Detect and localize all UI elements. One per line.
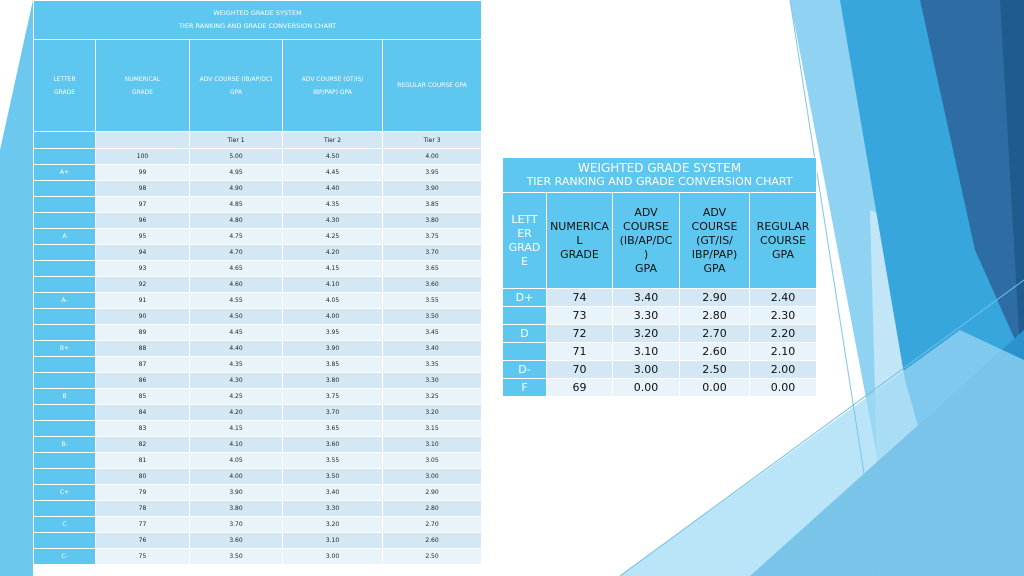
adv-gt-gpa-cell: 3.90 <box>283 341 383 357</box>
numerical-grade-cell: 100 <box>96 149 190 165</box>
letter-grade-cell <box>34 357 96 373</box>
adv-ib-gpa-cell: 3.50 <box>190 549 283 565</box>
letter-grade-cell <box>34 213 96 229</box>
regular-gpa-cell: 4.00 <box>383 149 482 165</box>
numerical-grade-cell: 93 <box>96 261 190 277</box>
numerical-grade-cell: 79 <box>96 485 190 501</box>
adv-gt-gpa-cell: 4.25 <box>283 229 383 245</box>
regular-gpa-cell: 2.60 <box>383 533 482 549</box>
numerical-grade-cell: 88 <box>96 341 190 357</box>
adv-gt-gpa-cell: 3.85 <box>283 357 383 373</box>
table-row <box>503 289 817 307</box>
adv-ib-gpa-cell: 4.00 <box>190 469 283 485</box>
table-row <box>34 485 482 501</box>
table-row <box>34 213 482 229</box>
numerical-grade-cell: 81 <box>96 453 190 469</box>
adv-gt-gpa-cell: 3.50 <box>283 469 383 485</box>
adv-gt-gpa-cell: 4.05 <box>283 293 383 309</box>
numerical-grade-cell: 94 <box>96 245 190 261</box>
letter-grade-cell <box>34 405 96 421</box>
table-row <box>34 549 482 565</box>
letter-grade-cell <box>34 469 96 485</box>
letter-grade-cell <box>34 149 96 165</box>
letter-grade-cell: C+ <box>34 485 96 501</box>
adv-gt-gpa-cell: 4.40 <box>283 181 383 197</box>
facet-left-sliver <box>0 0 33 576</box>
regular-gpa-cell: 2.10 <box>750 343 817 361</box>
regular-gpa-cell: 2.70 <box>383 517 482 533</box>
adv-gt-gpa-cell: 4.20 <box>283 245 383 261</box>
adv-gt-gpa-cell: 3.40 <box>283 485 383 501</box>
adv-gt-gpa-cell: 4.30 <box>283 213 383 229</box>
table-row <box>34 453 482 469</box>
numerical-grade-cell: 84 <box>96 405 190 421</box>
numerical-grade-cell: 86 <box>96 373 190 389</box>
regular-gpa-cell: 3.20 <box>383 405 482 421</box>
adv-ib-gpa-cell: 4.65 <box>190 261 283 277</box>
table-row <box>34 469 482 485</box>
tier-row <box>34 132 482 149</box>
numerical-grade-cell: 78 <box>96 501 190 517</box>
header-adv-gt-is: ADV COURSE (GT/IS/ IBP/PAP) GPA <box>680 193 750 289</box>
regular-gpa-cell: 3.25 <box>383 389 482 405</box>
regular-gpa-cell: 3.55 <box>383 293 482 309</box>
adv-ib-gpa-cell: 4.10 <box>190 437 283 453</box>
adv-ib-gpa-cell: 0.00 <box>613 379 680 397</box>
table-title <box>503 158 817 193</box>
regular-gpa-cell: 3.80 <box>383 213 482 229</box>
adv-gt-gpa-cell: 2.80 <box>680 307 750 325</box>
numerical-grade-cell: 91 <box>96 293 190 309</box>
table-row <box>34 517 482 533</box>
table-row <box>34 389 482 405</box>
adv-ib-gpa-cell: 4.25 <box>190 389 283 405</box>
adv-gt-gpa-cell: 3.70 <box>283 405 383 421</box>
table-row <box>34 165 482 181</box>
adv-ib-gpa-cell: 4.45 <box>190 325 283 341</box>
adv-ib-gpa-cell: 4.55 <box>190 293 283 309</box>
letter-grade-cell: B+ <box>34 341 96 357</box>
adv-ib-gpa-cell: 4.90 <box>190 181 283 197</box>
numerical-grade-cell: 76 <box>96 533 190 549</box>
table-row <box>34 341 482 357</box>
regular-gpa-cell: 2.00 <box>750 361 817 379</box>
numerical-grade-cell: 83 <box>96 421 190 437</box>
letter-grade-cell: A+ <box>34 165 96 181</box>
letter-grade-cell: C <box>34 517 96 533</box>
table-row <box>34 245 482 261</box>
header-numerical-grade: NUMERICAL GRADE <box>96 40 190 132</box>
adv-gt-gpa-cell: 2.60 <box>680 343 750 361</box>
letter-grade-cell <box>34 421 96 437</box>
numerical-grade-cell: 90 <box>96 309 190 325</box>
letter-grade-cell: D- <box>503 361 547 379</box>
adv-gt-gpa-cell: 2.50 <box>680 361 750 379</box>
title-text: WEIGHTED GRADE SYSTEM <box>213 9 302 17</box>
adv-gt-gpa-cell: 4.35 <box>283 197 383 213</box>
regular-gpa-cell: 3.65 <box>383 261 482 277</box>
numerical-grade-cell: 95 <box>96 229 190 245</box>
table-row <box>503 361 817 379</box>
adv-gt-gpa-cell: 4.50 <box>283 149 383 165</box>
letter-grade-cell: A- <box>34 293 96 309</box>
adv-ib-gpa-cell: 4.60 <box>190 277 283 293</box>
adv-ib-gpa-cell: 3.70 <box>190 517 283 533</box>
regular-gpa-cell: 2.40 <box>750 289 817 307</box>
adv-ib-gpa-cell: 3.20 <box>613 325 680 343</box>
table-title <box>34 1 482 40</box>
table-row <box>34 501 482 517</box>
letter-grade-cell: A <box>34 229 96 245</box>
adv-ib-gpa-cell: 3.00 <box>613 361 680 379</box>
title-text: WEIGHTED GRADE SYSTEM <box>577 161 742 175</box>
adv-gt-gpa-cell: 3.10 <box>283 533 383 549</box>
table-row <box>34 277 482 293</box>
table-row <box>34 149 482 165</box>
regular-gpa-cell: 3.95 <box>383 165 482 181</box>
numerical-grade-cell: 75 <box>96 549 190 565</box>
letter-grade-cell <box>503 343 547 361</box>
adv-ib-gpa-cell: 4.95 <box>190 165 283 181</box>
adv-gt-gpa-cell: 4.45 <box>283 165 383 181</box>
letter-grade-cell: C- <box>34 549 96 565</box>
table-row <box>34 373 482 389</box>
adv-ib-gpa-cell: 4.50 <box>190 309 283 325</box>
table-row <box>34 437 482 453</box>
table-row <box>34 421 482 437</box>
tier-3-label: Tier 3 <box>383 132 482 149</box>
adv-ib-gpa-cell: 4.30 <box>190 373 283 389</box>
table-row <box>34 325 482 341</box>
adv-gt-gpa-cell: 3.60 <box>283 437 383 453</box>
numerical-grade-cell: 71 <box>547 343 613 361</box>
regular-gpa-cell: 2.50 <box>383 549 482 565</box>
adv-ib-gpa-cell: 4.75 <box>190 229 283 245</box>
table-row <box>34 181 482 197</box>
grade-conversion-table-low-grades <box>502 157 817 397</box>
letter-grade-cell <box>34 309 96 325</box>
header-adv-gt-is: ADV COURSE (GT/IS/ IBP/PAP) GPA <box>283 40 383 132</box>
letter-grade-cell <box>34 325 96 341</box>
table-row <box>34 293 482 309</box>
adv-ib-gpa-cell: 4.85 <box>190 197 283 213</box>
adv-gt-gpa-cell: 4.10 <box>283 277 383 293</box>
adv-ib-gpa-cell: 3.80 <box>190 501 283 517</box>
table-row <box>34 405 482 421</box>
header-regular-course: REGULAR COURSE GPA <box>383 40 482 132</box>
adv-gt-gpa-cell: 3.20 <box>283 517 383 533</box>
adv-gt-gpa-cell: 4.00 <box>283 309 383 325</box>
letter-grade-cell <box>34 261 96 277</box>
regular-gpa-cell: 3.15 <box>383 421 482 437</box>
numerical-grade-cell: 72 <box>547 325 613 343</box>
tier-1-label: Tier 1 <box>190 132 283 149</box>
letter-grade-cell: B- <box>34 437 96 453</box>
numerical-grade-cell: 70 <box>547 361 613 379</box>
numerical-grade-cell: 73 <box>547 307 613 325</box>
regular-gpa-cell: 3.10 <box>383 437 482 453</box>
adv-ib-gpa-cell: 3.60 <box>190 533 283 549</box>
table-row <box>34 533 482 549</box>
regular-gpa-cell: 3.30 <box>383 373 482 389</box>
numerical-grade-cell: 85 <box>96 389 190 405</box>
numerical-grade-cell: 80 <box>96 469 190 485</box>
letter-grade-cell: D <box>503 325 547 343</box>
header-adv-ib-ap-dc: ADV COURSE (IB/AP/DC ) GPA <box>613 193 680 289</box>
adv-ib-gpa-cell: 3.40 <box>613 289 680 307</box>
numerical-grade-cell: 77 <box>96 517 190 533</box>
letter-grade-cell <box>34 453 96 469</box>
table-row <box>34 229 482 245</box>
tier-2-label: Tier 2 <box>283 132 383 149</box>
letter-grade-cell <box>34 181 96 197</box>
regular-gpa-cell: 3.90 <box>383 181 482 197</box>
letter-grade-cell <box>34 245 96 261</box>
adv-ib-gpa-cell: 4.80 <box>190 213 283 229</box>
letter-grade-cell <box>34 197 96 213</box>
header-letter-grade: LETTER GRADE <box>34 40 96 132</box>
numerical-grade-cell: 98 <box>96 181 190 197</box>
subtitle-text: TIER RANKING AND GRADE CONVERSION CHART <box>178 22 337 30</box>
regular-gpa-cell: 2.30 <box>750 307 817 325</box>
regular-gpa-cell: 3.45 <box>383 325 482 341</box>
regular-gpa-cell: 2.90 <box>383 485 482 501</box>
table-row <box>34 309 482 325</box>
regular-gpa-cell: 3.75 <box>383 229 482 245</box>
table-row <box>503 307 817 325</box>
subtitle-text: TIER RANKING AND GRADE CONVERSION CHART <box>526 175 793 188</box>
adv-ib-gpa-cell: 4.35 <box>190 357 283 373</box>
regular-gpa-cell: 3.50 <box>383 309 482 325</box>
grade-conversion-table-main <box>33 0 482 565</box>
table-row <box>34 261 482 277</box>
header-regular-course: REGULAR COURSE GPA <box>750 193 817 289</box>
letter-grade-cell <box>34 373 96 389</box>
adv-gt-gpa-cell: 3.65 <box>283 421 383 437</box>
letter-grade-cell: F <box>503 379 547 397</box>
table-row <box>503 343 817 361</box>
regular-gpa-cell: 0.00 <box>750 379 817 397</box>
table-row <box>34 197 482 213</box>
adv-ib-gpa-cell: 5.00 <box>190 149 283 165</box>
adv-ib-gpa-cell: 3.10 <box>613 343 680 361</box>
numerical-grade-cell: 99 <box>96 165 190 181</box>
adv-ib-gpa-cell: 4.40 <box>190 341 283 357</box>
adv-ib-gpa-cell: 4.70 <box>190 245 283 261</box>
letter-grade-cell <box>34 533 96 549</box>
regular-gpa-cell: 3.70 <box>383 245 482 261</box>
letter-grade-cell <box>34 277 96 293</box>
adv-ib-gpa-cell: 4.15 <box>190 421 283 437</box>
numerical-grade-cell: 97 <box>96 197 190 213</box>
adv-gt-gpa-cell: 3.80 <box>283 373 383 389</box>
regular-gpa-cell: 3.35 <box>383 357 482 373</box>
adv-gt-gpa-cell: 3.00 <box>283 549 383 565</box>
regular-gpa-cell: 3.05 <box>383 453 482 469</box>
adv-gt-gpa-cell: 3.95 <box>283 325 383 341</box>
numerical-grade-cell: 89 <box>96 325 190 341</box>
adv-ib-gpa-cell: 4.05 <box>190 453 283 469</box>
adv-gt-gpa-cell: 3.75 <box>283 389 383 405</box>
header-numerical-grade: NUMERICA L GRADE <box>547 193 613 289</box>
regular-gpa-cell: 3.40 <box>383 341 482 357</box>
regular-gpa-cell: 2.20 <box>750 325 817 343</box>
header-letter-grade: LETT ER GRAD E <box>503 193 547 289</box>
regular-gpa-cell: 2.80 <box>383 501 482 517</box>
table-row <box>503 379 817 397</box>
regular-gpa-cell: 3.85 <box>383 197 482 213</box>
adv-ib-gpa-cell: 3.90 <box>190 485 283 501</box>
numerical-grade-cell: 87 <box>96 357 190 373</box>
numerical-grade-cell: 74 <box>547 289 613 307</box>
adv-gt-gpa-cell: 3.30 <box>283 501 383 517</box>
regular-gpa-cell: 3.00 <box>383 469 482 485</box>
adv-gt-gpa-cell: 2.90 <box>680 289 750 307</box>
adv-gt-gpa-cell: 3.55 <box>283 453 383 469</box>
table-row <box>34 357 482 373</box>
letter-grade-cell <box>34 501 96 517</box>
regular-gpa-cell: 3.60 <box>383 277 482 293</box>
adv-gt-gpa-cell: 2.70 <box>680 325 750 343</box>
adv-ib-gpa-cell: 3.30 <box>613 307 680 325</box>
numerical-grade-cell: 92 <box>96 277 190 293</box>
letter-grade-cell: D+ <box>503 289 547 307</box>
numerical-grade-cell: 69 <box>547 379 613 397</box>
adv-ib-gpa-cell: 4.20 <box>190 405 283 421</box>
adv-gt-gpa-cell: 0.00 <box>680 379 750 397</box>
adv-gt-gpa-cell: 4.15 <box>283 261 383 277</box>
table-row <box>503 325 817 343</box>
header-adv-ib-ap-dc: ADV COURSE (IB/AP/DC) GPA <box>190 40 283 132</box>
letter-grade-cell <box>503 307 547 325</box>
letter-grade-cell: B <box>34 389 96 405</box>
numerical-grade-cell: 96 <box>96 213 190 229</box>
numerical-grade-cell: 82 <box>96 437 190 453</box>
